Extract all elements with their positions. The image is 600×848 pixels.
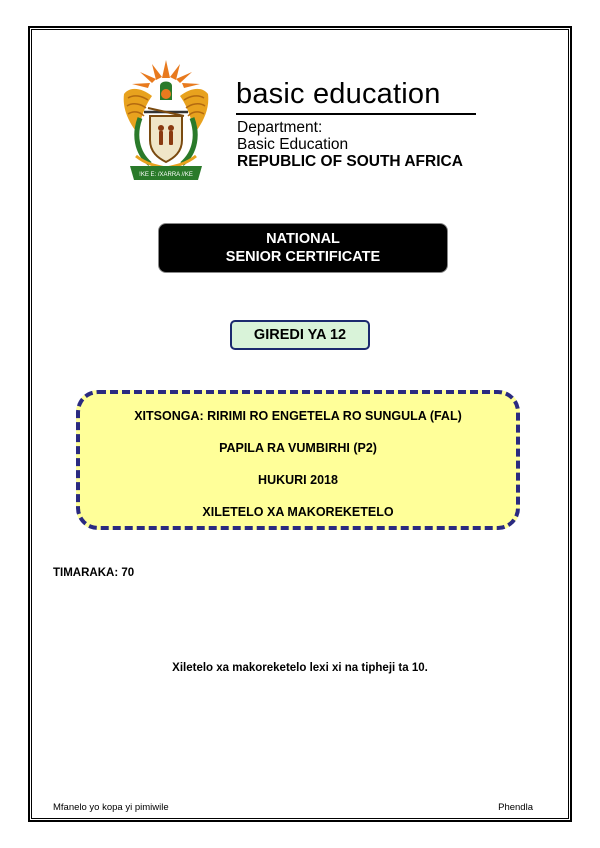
coat-of-arms-logo bbox=[116, 56, 216, 186]
certificate-banner bbox=[158, 223, 448, 273]
grade-badge: GIREDI YA 12 bbox=[230, 320, 370, 350]
motto-text: !KE E: /XARRA //KE bbox=[139, 172, 193, 178]
total-marks: TIMARAKA: 70 bbox=[53, 567, 135, 579]
brand-rule bbox=[236, 113, 476, 115]
document-type: XILETELO XA MAKOREKETELO bbox=[202, 505, 394, 519]
certificate-line-2: SENIOR CERTIFICATE bbox=[225, 249, 381, 265]
certificate-line-1: NATIONAL bbox=[266, 231, 340, 247]
page-count-note: Xiletelo xa makoreketelo lexi xi na tipheji ta 10. bbox=[172, 662, 428, 674]
country-name: REPUBLIC OF SOUTH AFRICA bbox=[237, 153, 463, 170]
shield bbox=[150, 116, 182, 162]
brand-name: basic education bbox=[236, 78, 441, 110]
exam-session: HUKURI 2018 bbox=[258, 473, 338, 487]
subject-title: XITSONGA: RIRIMI RO ENGETELA RO SUNGULA (FAL) bbox=[134, 409, 462, 423]
department-name: Basic Education bbox=[237, 136, 349, 153]
turn-over-label: Phendla bbox=[498, 802, 533, 813]
copyright-notice: Mfanelo yo kopa yi pimiwile bbox=[53, 802, 169, 813]
paper-name: PAPILA RA VUMBIRHI (P2) bbox=[219, 441, 377, 455]
department-label: Department: bbox=[237, 119, 323, 136]
